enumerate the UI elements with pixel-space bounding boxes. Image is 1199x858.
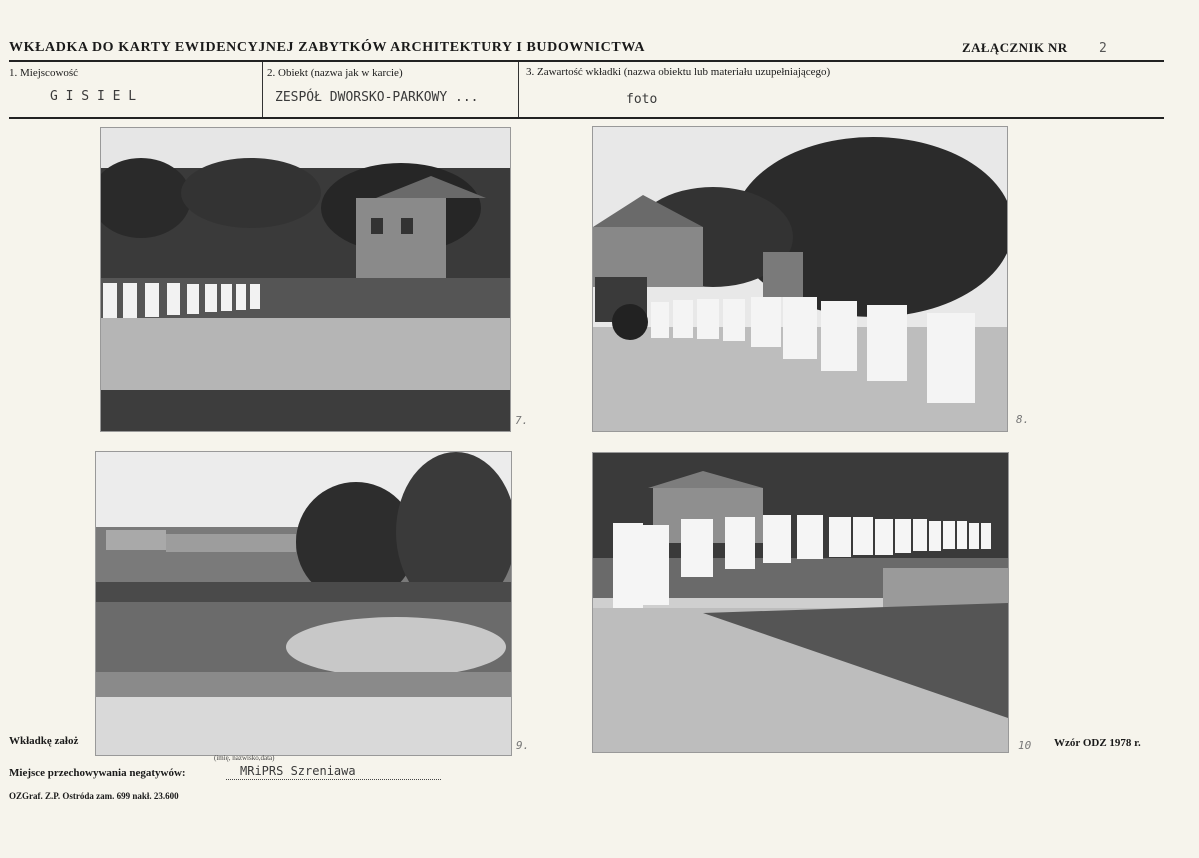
header-rule-bottom <box>9 117 1164 119</box>
contents-label: 3. Zawartość wkładki (nazwa obiektu lub materiału uzupełniającego) <box>526 66 831 78</box>
prepared-by-label: Wkładkę założ <box>9 735 79 747</box>
photo-number-8: 8. <box>1016 413 1030 426</box>
storage-dotted-line <box>226 779 441 780</box>
field-divider-1 <box>262 62 263 117</box>
annex-number: 2 <box>1099 41 1107 56</box>
form-version-label: Wzór ODZ 1978 r. <box>1054 737 1141 749</box>
storage-label: Miejsce przechowywania negatywów: <box>9 767 186 779</box>
form-title: WKŁADKA DO KARTY EWIDENCYJNEJ ZABYTKÓW ARCHITEKTURY I BUDOWNICTWA <box>9 40 646 55</box>
object-value: ZESPÓŁ DWORSKO-PARKOWY ... <box>275 90 479 105</box>
photo-river-landscape <box>95 451 512 756</box>
field-divider-2 <box>518 62 519 117</box>
photo-number-9: 9. <box>516 739 530 752</box>
photo-fence-tractor <box>592 126 1008 432</box>
photo-manor-pond <box>100 127 511 432</box>
object-label: 2. Obiekt (nazwa jak w karcie) <box>267 67 403 79</box>
storage-value: MRiPRS Szreniawa <box>240 764 356 778</box>
prepared-by-caption: (imię, nazwisko,data) <box>214 754 275 762</box>
photo-number-7: 7. <box>515 414 529 427</box>
photo-causeway-pillars <box>592 452 1009 753</box>
contents-value: foto <box>626 92 658 107</box>
annex-label: ZAŁĄCZNIK NR <box>962 40 1068 55</box>
locality-value: G I S I E L <box>50 89 137 104</box>
locality-label: 1. Miejscowość <box>9 67 79 79</box>
photo-number-10: 10 <box>1018 739 1032 752</box>
printer-imprint: OZGraf. Z.P. Ostróda zam. 699 nakł. 23.600 <box>9 791 179 801</box>
header-rule-top <box>9 60 1164 62</box>
